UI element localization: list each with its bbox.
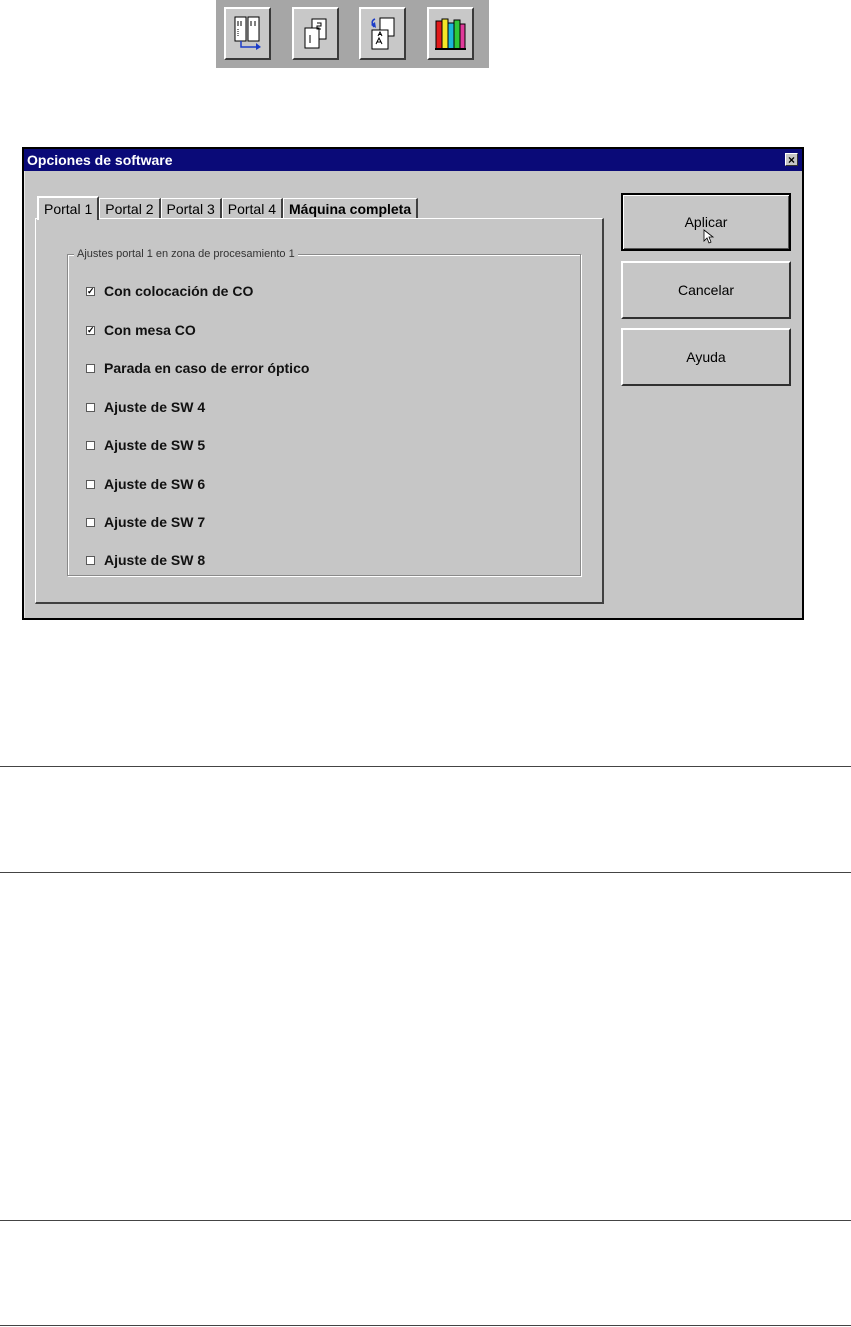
- apply-button[interactable]: Aplicar: [621, 193, 791, 251]
- books-icon: [434, 15, 468, 53]
- separator-line: [0, 872, 851, 873]
- pages-icon: [301, 17, 331, 51]
- checkbox[interactable]: [86, 441, 95, 450]
- option-label: Con colocación de CO: [104, 283, 254, 299]
- group-label: Ajustes portal 1 en zona de procesamiento 1: [74, 246, 298, 262]
- tab-portal-2[interactable]: Portal 2: [99, 198, 160, 219]
- option-ajuste-sw-7[interactable]: [86, 512, 205, 532]
- form-layout-button[interactable]: [224, 7, 271, 60]
- separator-line: [0, 766, 851, 767]
- option-label: Ajuste de SW 6: [104, 476, 206, 492]
- checkbox[interactable]: [86, 518, 95, 527]
- option-label: Ajuste de SW 8: [104, 552, 206, 568]
- tab-portal-3[interactable]: Portal 3: [161, 198, 222, 219]
- mouse-cursor-icon: [703, 229, 715, 245]
- separator-line: [0, 1325, 851, 1326]
- software-options-dialog: [22, 147, 804, 620]
- close-icon[interactable]: ×: [785, 153, 798, 166]
- option-label: Ajuste de SW 7: [104, 514, 206, 530]
- settings-groupbox: [67, 248, 581, 576]
- cancel-button[interactable]: Cancelar: [621, 261, 791, 319]
- checkbox[interactable]: [86, 403, 95, 412]
- option-parada-error-optico[interactable]: [86, 358, 309, 378]
- tab-portal-4[interactable]: Portal 4: [222, 198, 283, 219]
- books-button[interactable]: [427, 7, 474, 60]
- option-ajuste-sw-5[interactable]: [86, 435, 205, 455]
- option-label: Ajuste de SW 5: [104, 437, 206, 453]
- checkbox[interactable]: [86, 556, 95, 565]
- option-con-mesa-co[interactable]: [86, 320, 196, 340]
- checkbox[interactable]: ✓: [87, 324, 95, 335]
- tab-panel: [35, 218, 604, 604]
- tab-maquina-completa[interactable]: Máquina completa: [283, 198, 418, 219]
- checkbox[interactable]: [86, 364, 95, 373]
- checkbox[interactable]: [86, 480, 95, 489]
- option-con-colocacion-co[interactable]: [86, 281, 253, 301]
- option-ajuste-sw-8[interactable]: [86, 550, 205, 570]
- option-label: Ajuste de SW 4: [104, 399, 206, 415]
- document-swap-button[interactable]: [359, 7, 406, 60]
- pages-button[interactable]: [292, 7, 339, 60]
- form-layout-icon: [233, 16, 263, 52]
- document-swap-icon: [367, 16, 399, 52]
- tab-portal-1[interactable]: Portal 1: [37, 196, 99, 220]
- help-button[interactable]: Ayuda: [621, 328, 791, 386]
- toolbar: [216, 0, 489, 68]
- checkbox[interactable]: ✓: [87, 285, 95, 296]
- tab-strip: [37, 195, 418, 219]
- option-label: Parada en caso de error óptico: [104, 360, 310, 376]
- option-ajuste-sw-4[interactable]: [86, 397, 205, 417]
- separator-line: [0, 1220, 851, 1221]
- option-label: Con mesa CO: [104, 322, 196, 338]
- dialog-title: Opciones de software: [27, 152, 173, 168]
- dialog-titlebar[interactable]: [24, 149, 802, 171]
- option-ajuste-sw-6[interactable]: [86, 474, 205, 494]
